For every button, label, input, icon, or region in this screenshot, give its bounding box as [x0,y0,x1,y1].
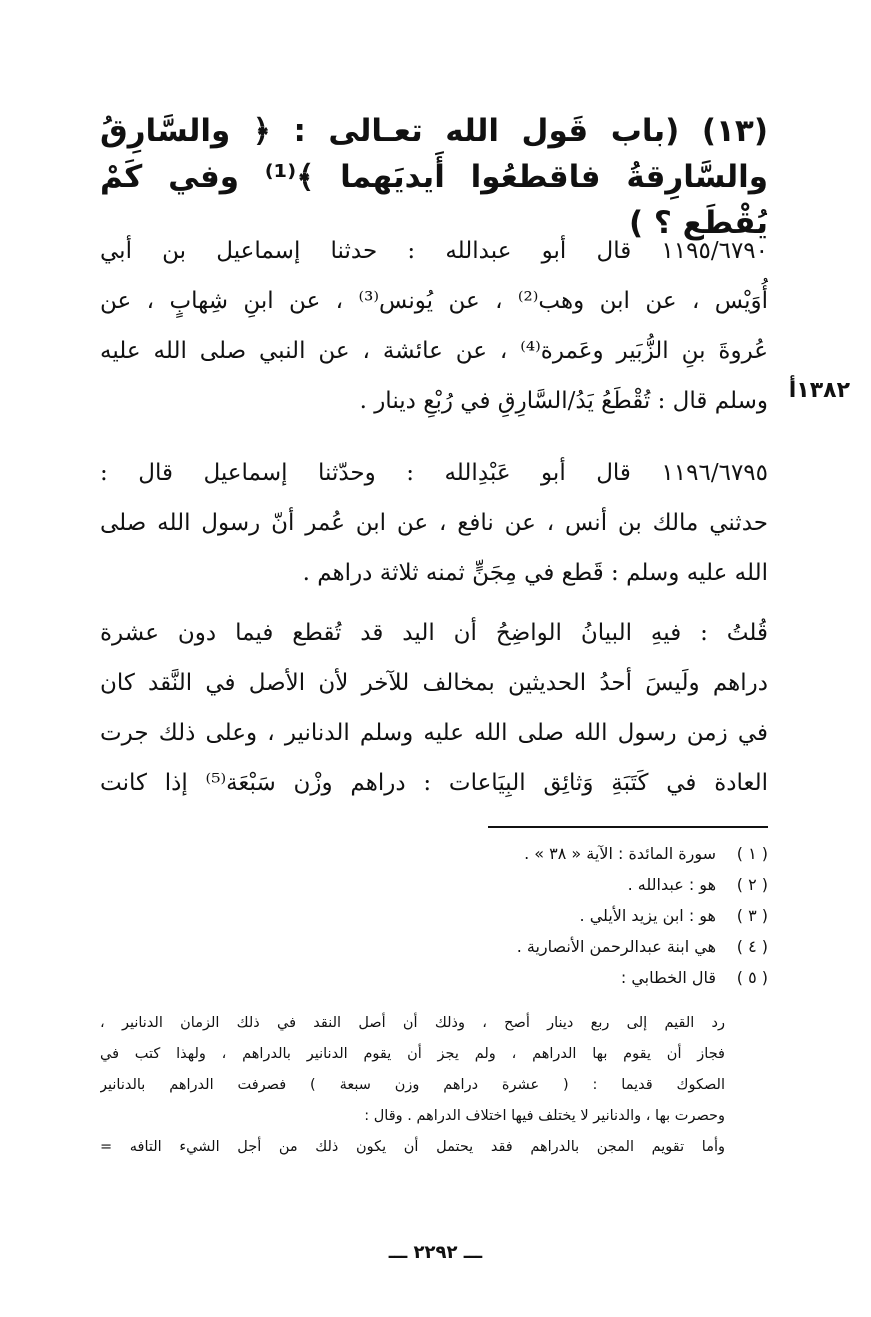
footnote [100,869,768,900]
quote-line: الصكوك قديما : ( عشرة دراهم وزن سبعة ) فصرفت الدراهم بالدنانير [100,1077,725,1093]
footnote-separator [488,826,768,828]
author-commentary [100,608,768,808]
footnote-text: سورة المائدة : الآية « ٣٨ » . [524,844,716,863]
hadith-line: وسلم قال : تُقْطَعُ يَدُ/السَّارِقِ في رُبْعِ دينار . [359,388,768,414]
page-number: ـــ ٢٢٩٢ ـــ [388,1242,483,1263]
hadith-1195 [100,226,768,426]
hadith-line: ١١٩٦/٦٧٩٥ قال أبو عَبْدِالله : وحدّثنا إسماعيل قال : [100,460,768,486]
footnotes [100,838,768,993]
footnote [100,838,768,869]
footnote-number: ( ١ ) [736,844,768,863]
quote-line: وأما تقويم المجن بالدراهم فقد يحتمل أن يكون ذلك من أجل الشيء التافه = [100,1139,725,1155]
footnote [100,931,768,962]
quote-line: فجاز أن يقوم بها الدراهم ، ولم يجز أن يقوم الدنانير بالدراهم ، ولهذا كتب في [100,1046,725,1062]
footnote-number: ( ٣ ) [736,906,768,925]
hadith-line: أُوَيْس ، عن ابن وهب⁽²⁾ ، عن يُونس⁽³⁾ ، عن ابنِ شِهابٍ ، عن [100,288,768,314]
footnote-text: هو : ابن يزيد الأيلي . [579,906,716,925]
quote-line: رد القيم إلى ربع دينار أصح ، وذلك أن أصل النقد في ذلك الزمان الدنانير ، [100,1015,725,1031]
khattabi-quote [100,1008,725,1163]
quote-line: وحصرت بها ، والدنانير لا يختلف فيها اختلاف الدراهم . وقال : [364,1108,725,1124]
commentary-line: العادة في كَتَبَةِ وَثائِق البِيَاعات : دراهم وزْن سَبْعَة⁽⁵⁾ إذا كانت [100,770,768,796]
footnote-text: هو : عبدالله . [627,875,716,894]
footnote-text: قال الخطابي : [620,968,716,987]
footnote-number: ( ٢ ) [736,875,768,894]
hadith-1196 [100,448,768,598]
footnote-number: ( ٥ ) [736,968,768,987]
commentary-line: قُلتُ : فيهِ البيانُ الواضِحُ أن اليد قد تُقطع فيما دون عشرة [100,620,768,646]
footnote [100,962,768,993]
hadith-line: عُروةَ بنِ الزُّبَير وعَمرة⁽⁴⁾ ، عن عائشة ، عن النبي صلى الله عليه [100,338,768,364]
footnote [100,900,768,931]
hadith-line: حدثني مالك بن أنس ، عن نافع ، عن ابن عُمر أنّ رسول الله صلى [100,510,768,536]
commentary-line: دراهم ولَيسَ أحدُ الحديثين بمخالف للآخر لأن الأصل في النَّقد كان [100,670,768,696]
hadith-line: ١١٩٥/٦٧٩٠ قال أبو عبدالله : حدثنا إسماعيل بن أبي [100,238,768,264]
footnote-number: ( ٤ ) [736,937,768,956]
chapter-heading-line-1: (١٣) (باب قَول الله تعـالى : ﴿ والسَّارِقُ [100,113,768,149]
hadith-line: الله عليه وسلم : قَطع في مِجَنٍّ ثمنه ثلاثة دراهم . [302,560,768,586]
chapter-heading-line-2: والسَّارِقةُ فاقطعُوا أَيديَهما ﴾⁽¹⁾ وفي كَمْ يُقْطَع ؟ ) [100,159,768,241]
footnote-text: هي ابنة عبدالرحمن الأنصارية . [516,937,716,956]
commentary-line: في زمن رسول الله صلى الله عليه وسلم الدنانير ، وعلى ذلك جرت [100,720,768,746]
manuscript-folio-marker: ١٣٨٢أ [788,378,850,403]
